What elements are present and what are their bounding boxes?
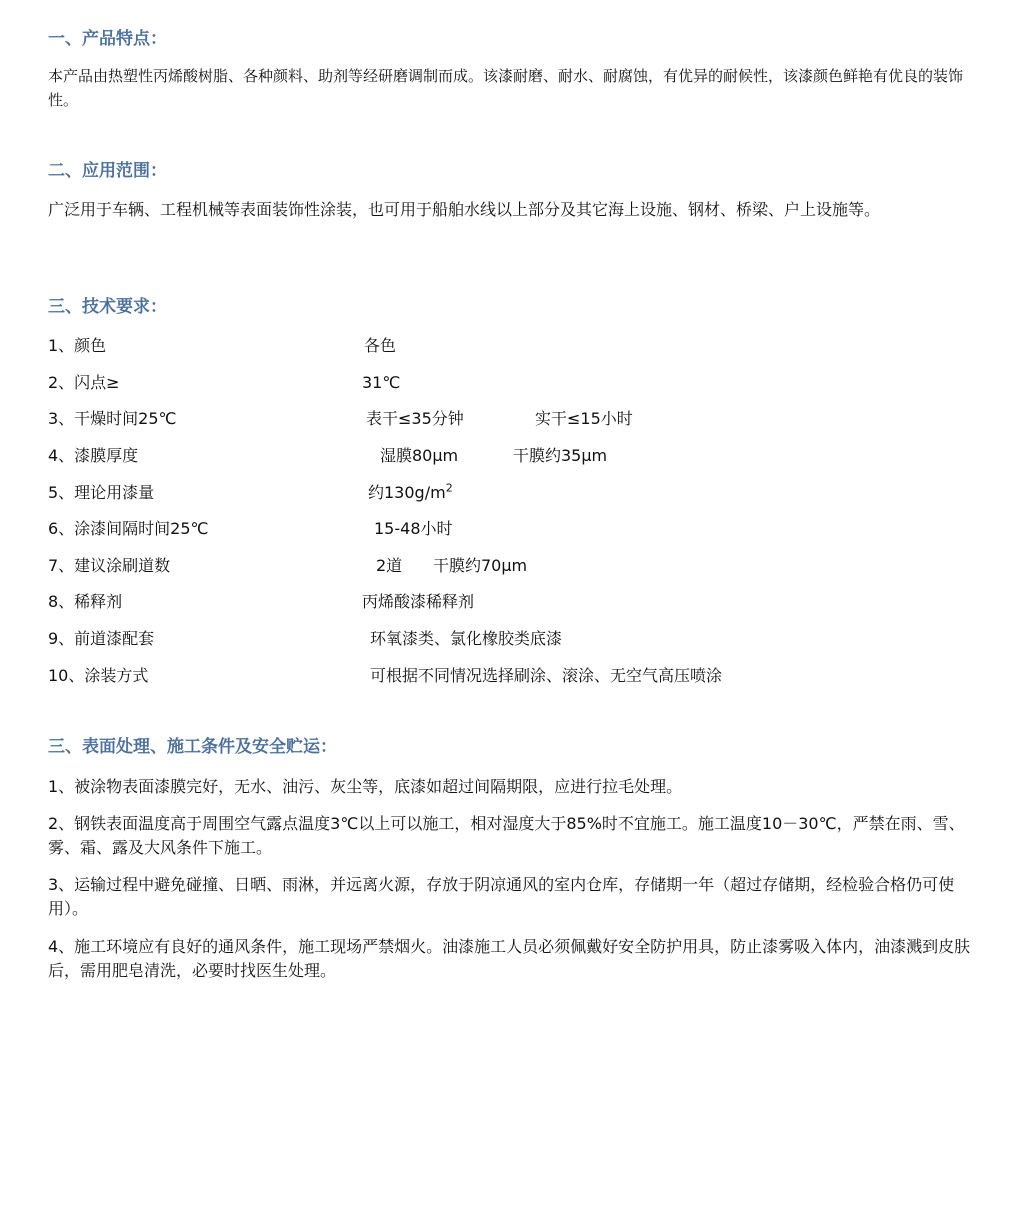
list-item: 1、被涂物表面漆膜完好，无水、油污、灰尘等，底漆如超过间隔期限，应进行拉毛处理。 (48, 777, 683, 796)
spec-value: 可根据不同情况选择刷涂、滚涂、无空气高压喷涂 (370, 666, 723, 685)
spec-value: 表干≤35分钟 (366, 409, 464, 428)
spec-value: 丙烯酸漆稀释剂 (362, 592, 475, 611)
section-title-applications: 二、应用范围： (48, 161, 167, 181)
spec-label: 10、涂装方式 (48, 666, 149, 685)
spec-label: 5、理论用漆量 (48, 483, 155, 502)
spec-row (48, 371, 988, 395)
section-title-surface-treatment: 三、表面处理、施工条件及安全贮运： (48, 737, 337, 757)
spec-row (48, 481, 988, 505)
list-item: 2、钢铁表面温度高于周围空气露点温度3℃以上可以施工，相对湿度大于85%时不宜施工。施工温度10－30℃，严禁在雨、雪、雾、霜、露及大风条件下施工。 (48, 814, 965, 857)
spec-row (48, 554, 988, 578)
spec-value: 2道 (376, 556, 403, 575)
spec-value-secondary: 实干≤15小时 (535, 409, 633, 428)
spec-value-secondary: 干膜约35μm (513, 446, 608, 465)
section-title-features: 一、产品特点： (48, 29, 167, 49)
spec-value: 湿膜80μm (380, 446, 459, 465)
spec-value-secondary: 干膜约70μm (433, 556, 528, 575)
spec-value: 15-48小时 (374, 519, 453, 538)
spec-row (48, 517, 988, 541)
spec-value (368, 481, 453, 505)
list-item: 4、施工环境应有良好的通风条件，施工现场严禁烟火。油漆施工人员必须佩戴好安全防护用具，防止漆雾吸入体内，油漆溅到皮肤后，需用肥皂清洗，必要时找医生处理。 (48, 937, 971, 980)
spec-label: 3、干燥时间25℃ (48, 409, 177, 428)
superscript: 2 (445, 481, 453, 495)
list-item: 3、运输过程中避免碰撞、日晒、雨淋，并远离火源，存放于阴凉通风的室内仓库，存储期一年（超过存储期，经检验合格仍可使用）。 (48, 875, 955, 918)
spec-row (48, 664, 988, 688)
spec-label: 4、漆膜厚度 (48, 446, 139, 465)
spec-row (48, 590, 988, 614)
spec-label: 6、涂漆间隔时间25℃ (48, 519, 209, 538)
spec-row (48, 407, 988, 431)
spec-row (48, 444, 988, 468)
spec-label: 2、闪点≥ (48, 373, 120, 392)
spec-value: 31℃ (362, 373, 401, 392)
spec-label: 9、前道漆配套 (48, 629, 155, 648)
section-title-tech-requirements: 三、技术要求： (48, 297, 167, 317)
spec-label: 8、稀释剂 (48, 592, 123, 611)
spec-value: 环氧漆类、氯化橡胶类底漆 (370, 629, 563, 648)
spec-value-text: 约130g/m (368, 483, 446, 502)
features-paragraph: 本产品由热塑性丙烯酸树脂、各种颜料、助剂等经研磨调制而成。该漆耐磨、耐水、耐腐蚀，有优异的耐候性，该漆颜色鲜艳有优良的装饰性。 (48, 67, 964, 109)
applications-paragraph: 广泛用于车辆、工程机械等表面装饰性涂装，也可用于船舶水线以上部分及其它海上设施、钢材、桥梁、户上设施等。 (48, 200, 881, 219)
spec-label: 7、建议涂刷道数 (48, 556, 171, 575)
spec-row (48, 627, 988, 651)
spec-value: 各色 (364, 336, 397, 355)
spec-row (48, 334, 988, 358)
spec-label: 1、颜色 (48, 336, 107, 355)
